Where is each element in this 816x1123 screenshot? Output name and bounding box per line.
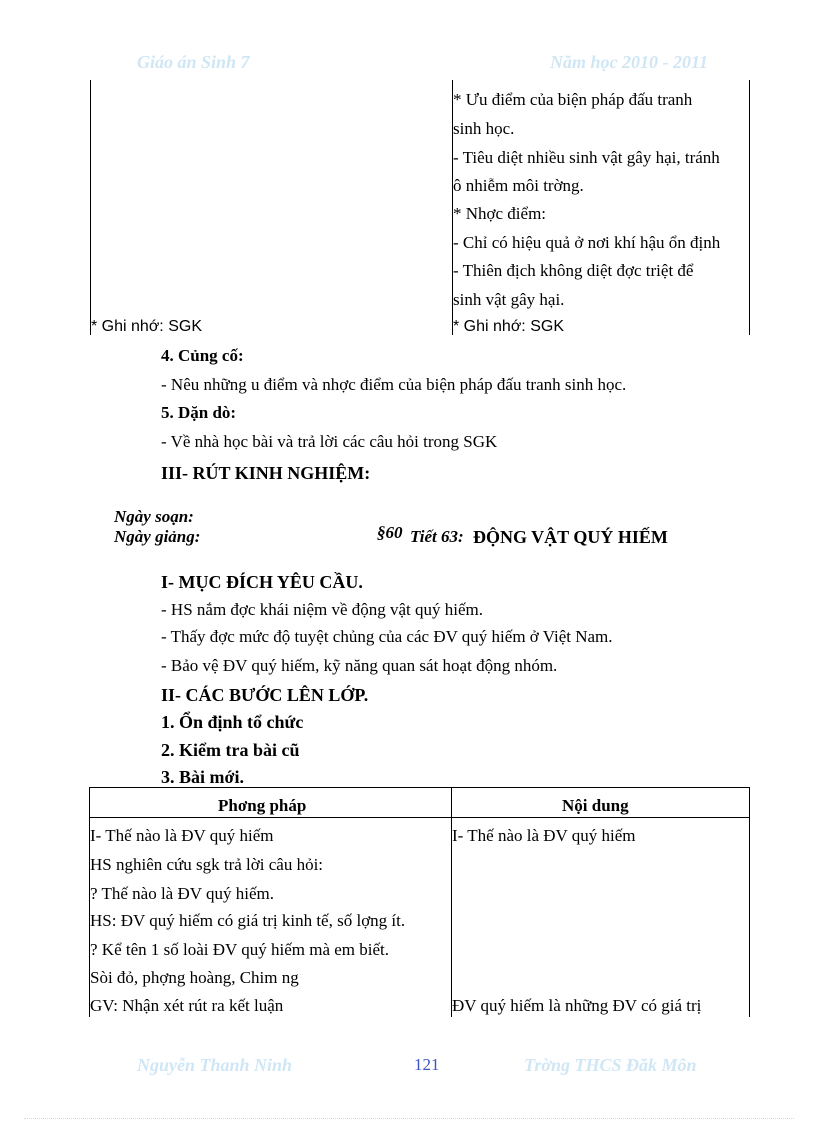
lesson-title: ĐỘNG VẬT QUÝ HIẾM	[473, 527, 668, 547]
header-school-year: Năm học 2010 - 2011	[550, 52, 709, 72]
method-line: ? Thế nào là ĐV quý hiếm.	[90, 884, 274, 903]
method-line: HS: ĐV quý hiếm có giá trị kinh tế, số lợng ít.	[90, 911, 406, 930]
homework-text: - Về nhà học bài và trả lời các câu hỏi trong SGK	[161, 432, 498, 451]
period-label: Tiết 63:	[410, 527, 464, 546]
header-subject: Giáo án Sinh 7	[137, 52, 250, 72]
procedure-step: 2. Kiểm tra bài cũ	[161, 740, 300, 760]
objective-item: - Bảo vệ ĐV quý hiếm, kỹ năng quan sát hoạt động nhóm.	[161, 656, 558, 675]
main-table-top-border	[89, 787, 750, 788]
review-text: - Nêu những u điểm và nhợc điểm của biện pháp đấu tranh sinh học.	[161, 375, 627, 394]
review-heading: 4. Củng cố:	[161, 346, 244, 365]
teach-date-label: Ngày giảng:	[114, 527, 201, 546]
footer-author: Nguyễn Thanh Ninh	[137, 1055, 293, 1075]
objective-item: - Thấy đợc mức độ tuyệt chủng của các ĐV quý hiếm ở Việt Nam.	[161, 627, 613, 646]
procedure-step: 1. Ổn định tổ chức	[161, 712, 304, 732]
method-line: GV: Nhận xét rút ra kết luận	[90, 996, 284, 1015]
page-number: 121	[414, 1055, 440, 1074]
objectives-heading: I- MỤC ĐÍCH YÊU CẦU.	[161, 572, 363, 592]
top-right-line: - Tiêu diệt nhiều sinh vật gây hại, tránh	[453, 148, 720, 167]
procedure-step: 3. Bài mới.	[161, 767, 244, 787]
top-right-note: * Ghi nhớ: SGK	[453, 318, 564, 335]
top-right-line: sinh vật gây hại.	[453, 290, 565, 309]
top-table-right-border	[749, 80, 750, 335]
main-table-middle-border	[451, 787, 452, 1017]
top-right-line: - Chỉ có hiệu quả ở nơi khí hậu ổn định	[453, 233, 721, 252]
main-table-right-border	[749, 787, 750, 1017]
homework-heading: 5. Dặn dò:	[161, 403, 237, 422]
main-table-header-divider	[89, 817, 750, 818]
footer-school: Trờng THCS Đăk Môn	[524, 1055, 697, 1075]
procedure-heading: II- CÁC BƯỚC LÊN LỚP.	[161, 685, 369, 705]
experience-heading: III- RÚT KINH NGHIỆM:	[161, 463, 371, 483]
column-header-content: Nội dung	[562, 796, 629, 815]
prep-date-label: Ngày soạn:	[114, 507, 194, 526]
top-right-line: ô nhiễm môi trờng.	[453, 176, 584, 195]
page-bottom-divider	[24, 1118, 794, 1119]
method-line: I- Thế nào là ĐV quý hiếm	[90, 826, 274, 845]
method-line: ? Kể tên 1 số loài ĐV quý hiếm mà em biết.	[90, 940, 390, 959]
top-table-left-border	[90, 80, 91, 335]
top-right-line: - Thiên địch không diệt đợc triệt để	[453, 261, 694, 280]
content-line: ĐV quý hiếm là những ĐV có giá trị	[452, 996, 702, 1015]
top-right-line: * Ưu điểm của biện pháp đấu tranh	[453, 90, 693, 109]
method-line: Sòi đỏ, phợng hoàng, Chim ng	[90, 968, 299, 987]
top-right-line: * Nhợc điểm:	[453, 204, 547, 223]
column-header-method: Phơng pháp	[218, 796, 307, 815]
method-line: HS nghiên cứu sgk trả lời câu hỏi:	[90, 855, 324, 874]
section-number: §60	[377, 523, 403, 542]
content-line: I- Thế nào là ĐV quý hiếm	[452, 826, 636, 845]
top-left-note: * Ghi nhớ: SGK	[91, 318, 202, 335]
top-right-line: sinh học.	[453, 119, 515, 138]
objective-item: - HS nắm đợc khái niệm về động vật quý hiếm.	[161, 600, 484, 619]
